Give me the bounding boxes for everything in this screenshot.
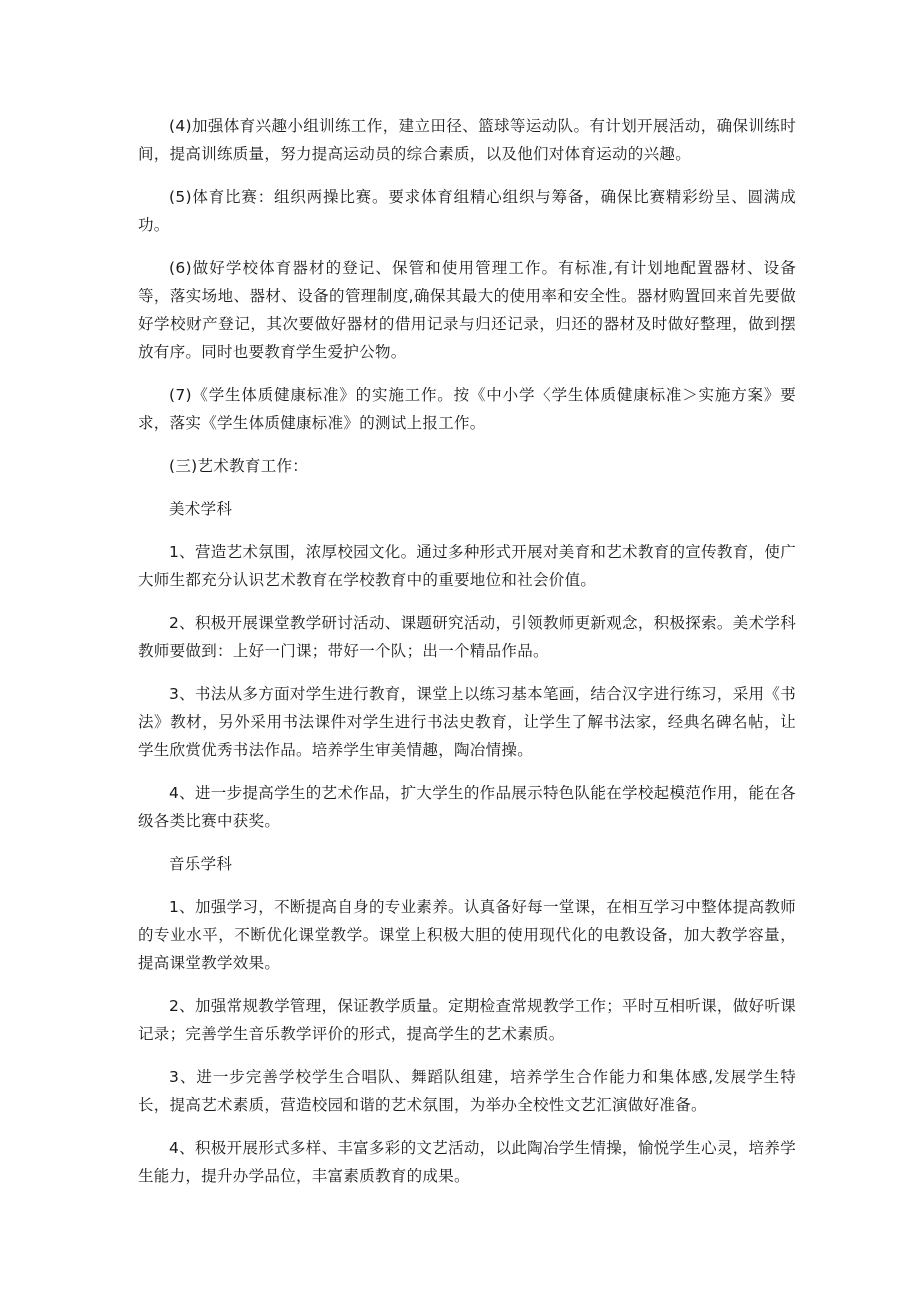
paragraph-music-study: 1、加强学习，不断提高自身的专业素养。认真备好每一堂课，在相互学习中整体提高教师的专业水平，不断优化课堂教学。课堂上积极大胆的使用现代化的电教设备，加大教学容量，提高课堂教学效果。	[138, 898, 796, 972]
document-page	[138, 112, 796, 1205]
paragraph-sports-interest-groups: (4)加强体育兴趣小组训练工作，建立田径、篮球等运动队。有计划开展活动，确保训练时间，提高训练质量，努力提高运动员的综合素质，以及他们对体育运动的兴趣。	[138, 117, 796, 163]
subsection-heading-fine-arts: 美术学科	[169, 500, 233, 518]
paragraph-health-standard: (7)《学生体质健康标准》的实施工作。按《中小学〈学生体质健康标准＞实施方案》要求，落实《学生体质健康标准》的测试上报工作。	[138, 386, 796, 432]
section-heading-art-education: (三)艺术教育工作：	[169, 457, 309, 475]
paragraph-calligraphy: 3、书法从多方面对学生进行教育，课堂上以练习基本笔画，结合汉字进行练习，采用《书法》教材，另外采用书法课件对学生进行书法史教育，让学生了解书法家，经典名碑名帖，让学生欣赏优秀书法作品。培养学生审美情趣，陶冶情操。	[138, 685, 796, 759]
paragraph-music-management: 2、加强常规教学管理，保证教学质量。定期检查常规教学工作；平时互相听课，做好听课记录；完善学生音乐教学评价的形式，提高学生的艺术素质。	[138, 997, 796, 1043]
paragraph-art-atmosphere: 1、营造艺术氛围，浓厚校园文化。通过多种形式开展对美育和艺术教育的宣传教育，使广大师生都充分认识艺术教育在学校教育中的重要地位和社会价值。	[138, 543, 796, 589]
subsection-heading-music: 音乐学科	[169, 855, 233, 873]
paragraph-sports-equipment: (6)做好学校体育器材的登记、保管和使用管理工作。有标准,有计划地配置器材、设备等，落实场地、器材、设备的管理制度,确保其最大的使用率和安全性。器材购置回来首先要做好学校财产登记，其次要做好器材的借用记录与归还记录，归还的器材及时做好整理，做到摆放有序。同时也要教育学生爱护公物。	[138, 259, 796, 361]
paragraph-cultural-activities: 4、积极开展形式多样、丰富多彩的文艺活动，以此陶冶学生情操，愉悦学生心灵，培养学生能力，提升办学品位，丰富素质教育的成果。	[138, 1139, 796, 1185]
paragraph-teaching-research: 2、积极开展课堂教学研讨活动、课题研究活动，引领教师更新观念，积极探索。美术学科教师要做到：上好一门课；带好一个队；出一个精品作品。	[138, 614, 796, 660]
paragraph-sports-competition: (5)体育比赛：组织两操比赛。要求体育组精心组织与筹备，确保比赛精彩纷呈、圆满成功。	[138, 188, 796, 234]
paragraph-student-artwork: 4、进一步提高学生的艺术作品，扩大学生的作品展示特色队能在学校起模范作用，能在各级各类比赛中获奖。	[138, 784, 796, 830]
paragraph-choir-dance: 3、进一步完善学校学生合唱队、舞蹈队组建，培养学生合作能力和集体感,发展学生特长，提高艺术素质，营造校园和谐的艺术氛围，为举办全校性文艺汇演做好准备。	[138, 1068, 796, 1114]
